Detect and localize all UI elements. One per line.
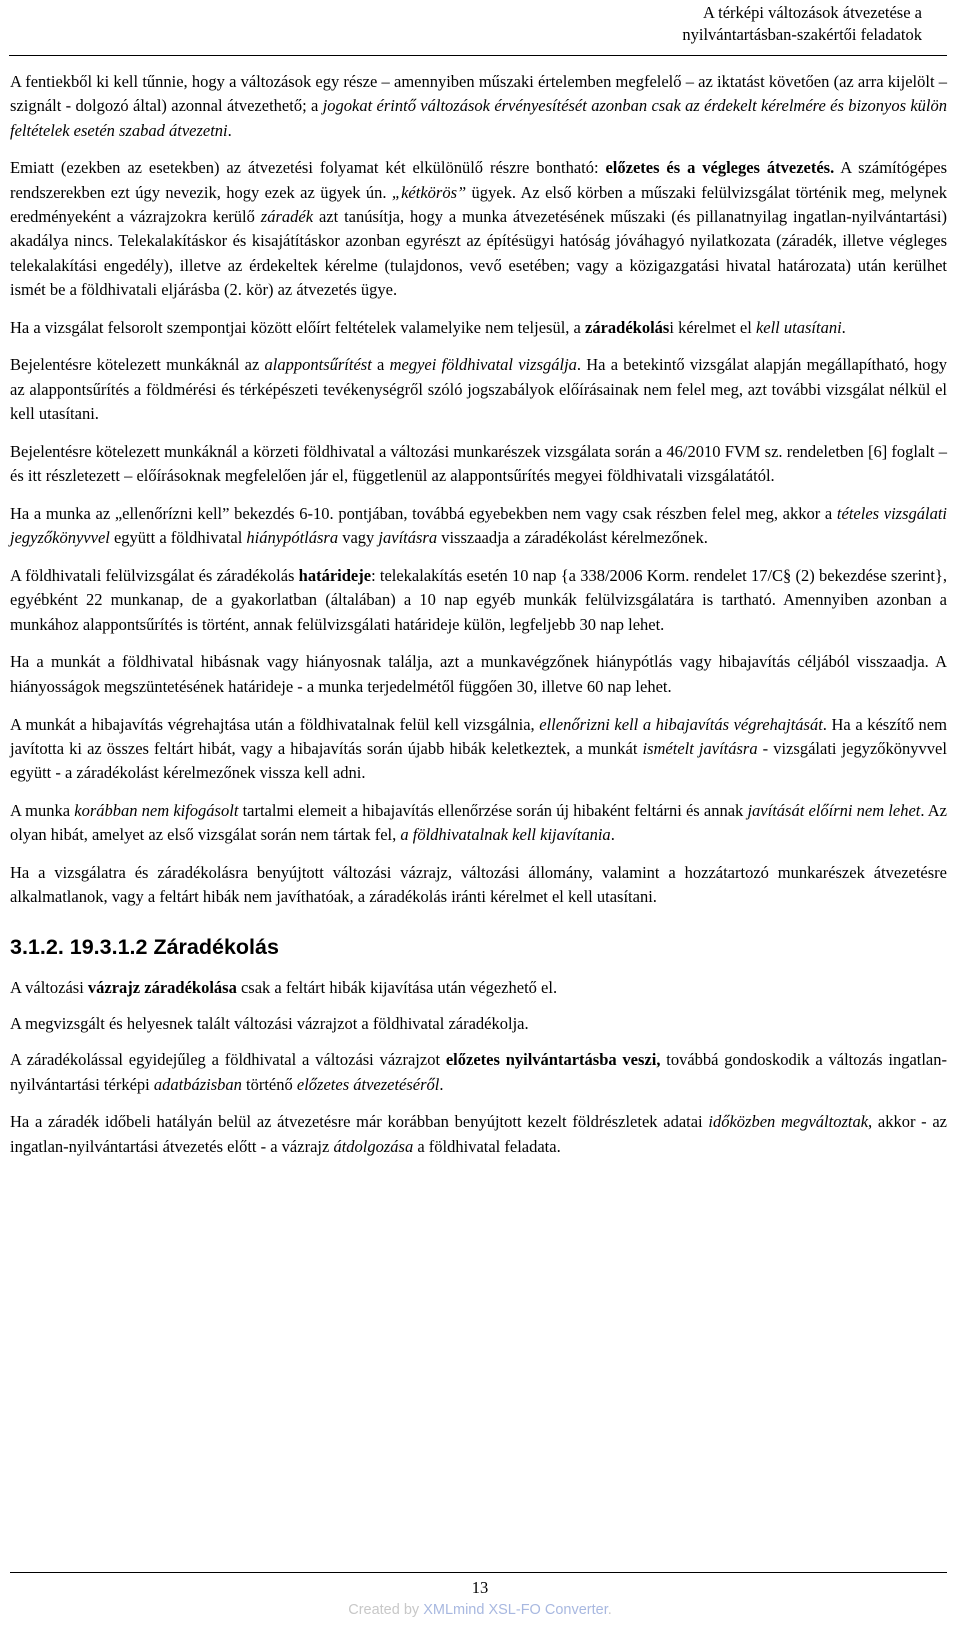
emphasis-text: kell utasítani [755, 317, 842, 337]
emphasis-text: előzetes átvezetéséről [296, 1074, 440, 1094]
text-span: együtt a földhivatal [109, 528, 247, 548]
paragraph-12 [10, 976, 947, 1000]
bold-text: határideje [298, 566, 372, 586]
header-title-line1: A térképi változások átvezetése a [703, 3, 922, 22]
paragraph-13: A megvizsgált és helyesnek talált változási vázrajzot a földhivatal záradékolja. [10, 1013, 529, 1033]
text-span: ügyek. Az első körben a műszaki felülvizsgálat történik meg, melynek eredményeként a vázrajzokra kerülő [10, 182, 947, 226]
paragraph-11: Ha a vizsgálatra és záradékolásra benyújtott változási vázrajz, változási állomány, valamint a hozzátartozó munkarészek átvezetésre alkalmatlanok, vagy a feltárt hibák nem javíthatóak, a záradékolás iránti kérelmet el kell utasítani. [10, 863, 947, 907]
emphasis-text: „kétkörös” [391, 182, 467, 202]
section-heading: 3.1.2. 19.3.1.2 Záradékolás [10, 934, 279, 959]
text-span: Ha a munka az „ellenőrízni kell” bekezdés 6-10. pontjában, továbbá egyebekben nem vagy csak részben felel meg, akkor a [10, 503, 837, 523]
bold-text: előzetes nyilvántartásba veszi, [445, 1050, 661, 1070]
paragraph-15 [10, 1110, 947, 1159]
watermark-brand-link[interactable]: XMLmind XSL-FO Converter [423, 1602, 608, 1618]
text-span: A változási [10, 977, 88, 997]
paragraph-3 [10, 316, 947, 340]
bold-text: záradékolás [585, 317, 670, 337]
paragraph-2 [10, 156, 947, 302]
text-span: a földhivatal feladata. [413, 1136, 561, 1156]
paragraph-6 [10, 502, 947, 551]
text-span: . [227, 120, 232, 140]
text-span: azt tanúsítja, hogy a munka átvezetésének műszaki (és pillanatnyilag ingatlan-nyilvántartási) akadálya nincs. Telekalakításkor és kisajátításkor azonban egyrészt az építésügyi hatóság jóváhagyó nyilatkozata (záradék, illetve végleges telekalakítási engedély), illetve az érdekeltek kérelme (tulajdonos, vevő esetében; vagy a közigazgatási hivatal határozata) után kerülhet ismét be a földhivatali eljárásba (2. kör) az átvezetés ügye. [10, 206, 948, 299]
text-span: Ha a vizsgálat felsorolt szempontjai között előírt feltételek valamelyike nem teljesül, a [10, 317, 586, 337]
text-span: vagy [338, 528, 379, 548]
running-header [682, 2, 922, 46]
emphasis-text: ellenőrizni kell a hibajavítás végrehajtását [539, 714, 823, 734]
text-span: A fentiekből ki kell tűnnie, hogy a változások egy része – amennyiben műszaki értelemben megfelelő – az iktatást követően (az arra kijelölt – szignált - dolgozó által) azonnal átvezethető; a [10, 72, 947, 116]
text-span: . Ha a betekintő vizsgálat alapján megállapítható, hogy az alappontsűrítés a földmérési és térképészeti tevékenységről szóló jogszabályok előírásainak nem felel meg, azt további vizsgálat nélkül el kell utasítani. [10, 355, 948, 424]
text-span: - vizsgálati jegyzőkönyvvel együtt - a záradékolást kérelmezőnek vissza kell adni. [10, 738, 947, 783]
text-span: . Az olyan hibát, amelyet az első vizsgálat során nem tártak fel, [10, 800, 947, 845]
emphasis-text: javítását előírni nem lehet [747, 800, 921, 820]
page-number: 13 [471, 1578, 489, 1597]
text-span: A munkát a hibajavítás végrehajtása után a földhivatalnak felül kell vizsgálnia, [10, 714, 540, 734]
emphasis-text: megyei földhivatal vizsgálja [389, 355, 577, 375]
text-span: történő [241, 1074, 297, 1094]
text-span: visszaadja a záradékolást kérelmezőnek. [437, 528, 708, 548]
paragraph-5: Bejelentésre kötelezett munkáknál a körzeti földhivatal a változási munkarészek vizsgálata során a 46/2010 FVM sz. rendeletben [6] foglalt – és itt részletezett – előírásoknak megfelelően jár el, függetlenül az alappontsűrítés megyei földhivatali vizsgálatától. [10, 441, 947, 486]
emphasis-text: hiánypótlásra [246, 528, 339, 548]
text-span: . [610, 825, 615, 845]
watermark-suffix: . [607, 1602, 612, 1618]
emphasis-text: időközben megváltoztak [708, 1112, 869, 1132]
emphasis-text: a földhivatalnak kell kijavítania [400, 825, 611, 845]
header-divider [9, 55, 947, 56]
text-span: Bejelentésre kötelezett munkáknál az [10, 355, 265, 375]
text-span: i kérelmet el [669, 317, 756, 337]
header-title-line2: nyilvántartásban-szakértői feladatok [682, 25, 922, 44]
text-span: a [371, 355, 390, 375]
bold-text: előzetes és a végleges átvezetés. [605, 158, 835, 178]
text-span: csak a feltárt hibák kijavítása után végezhető el. [236, 977, 558, 997]
text-span: tartalmi elemeit a hibajavítás ellenőrzése során új hibaként feltárni és annak [238, 800, 748, 820]
text-span: A munka [10, 800, 75, 820]
emphasis-text: ismételt javításra [642, 738, 758, 758]
watermark-prefix: Created by [348, 1602, 424, 1618]
text-span: . [841, 317, 846, 337]
paragraph-10 [10, 799, 947, 848]
text-span: , akkor - az ingatlan-nyilvántartási átvezetés előtt - a vázrajz [10, 1112, 947, 1156]
text-span: . [439, 1074, 444, 1094]
paragraph-9 [10, 713, 947, 786]
text-span: A földhivatali felülvizsgálat és záradékolás [10, 566, 299, 586]
text-span: A számítógépes rendszerekben ezt úgy nevezik, hogy ezek az ügyek ún. [10, 158, 948, 202]
paragraph-7 [10, 564, 947, 637]
emphasis-text: átdolgozása [333, 1136, 414, 1156]
emphasis-text: tételes vizsgálati jegyzőkönyvvel [10, 503, 947, 548]
emphasis-text: jogokat érintő változások érvényesítését azonban csak az érdekelt kérelmére és bizonyos külön feltételek esetén szabad átvezetni [10, 96, 947, 140]
text-span: Emiatt (ezekben az esetekben) az átvezetési folyamat két elkülönülő részre bontható: [10, 158, 606, 178]
document-body [10, 70, 947, 1172]
text-span: A záradékolással egyidejűleg a földhivatal a változási vázrajzot [10, 1050, 446, 1070]
emphasis-text: korábban nem kifogásolt [74, 800, 239, 820]
footer-divider [10, 1572, 947, 1573]
text-span: . Ha a készítő nem javította ki az összes feltárt hibát, vagy a hibajavítás során újabb hibák keletkeztek, a munkát [10, 714, 947, 758]
emphasis-text: záradék [260, 206, 314, 226]
paragraph-14 [10, 1048, 947, 1097]
paragraph-8: Ha a munkát a földhivatal hibásnak vagy hiányosnak találja, azt a munkavégzőnek hiánypótlás vagy hibajavítás céljából visszaadja. A hiányosságok megszüntetésének határideje - a munka terjedelmétől függően 30, illetve 60 nap lehet. [10, 652, 947, 696]
paragraph-4 [10, 353, 947, 426]
text-span: : telekalakítás esetén 10 nap {a 338/2006 Korm. rendelet 17/C§ (2) bekezdése szerint}, egyébként 22 munkanap, de a gyakorlatban (általában) a 10 nap egyéb munkák felülvizsgálatára is tartható. Amennyiben azonban a munkához alappontsűrítés is történt, annak felülvizsgálati határideje külön, legfeljebb 30 nap lehet. [10, 566, 947, 634]
bold-text: vázrajz záradékolása [87, 977, 237, 997]
emphasis-text: javításra [378, 528, 438, 548]
text-span: továbbá gondoskodik a változás ingatlan-nyilvántartási térképi [10, 1050, 948, 1094]
converter-watermark [0, 1602, 960, 1618]
text-span: Ha a záradék időbeli hatályán belül az átvezetésre már korábban benyújtott kezelt földrészletek adatai [10, 1112, 709, 1132]
paragraph-1 [10, 70, 947, 143]
emphasis-text: alappontsűrítést [264, 355, 372, 375]
emphasis-text: adatbázisban [153, 1074, 242, 1094]
